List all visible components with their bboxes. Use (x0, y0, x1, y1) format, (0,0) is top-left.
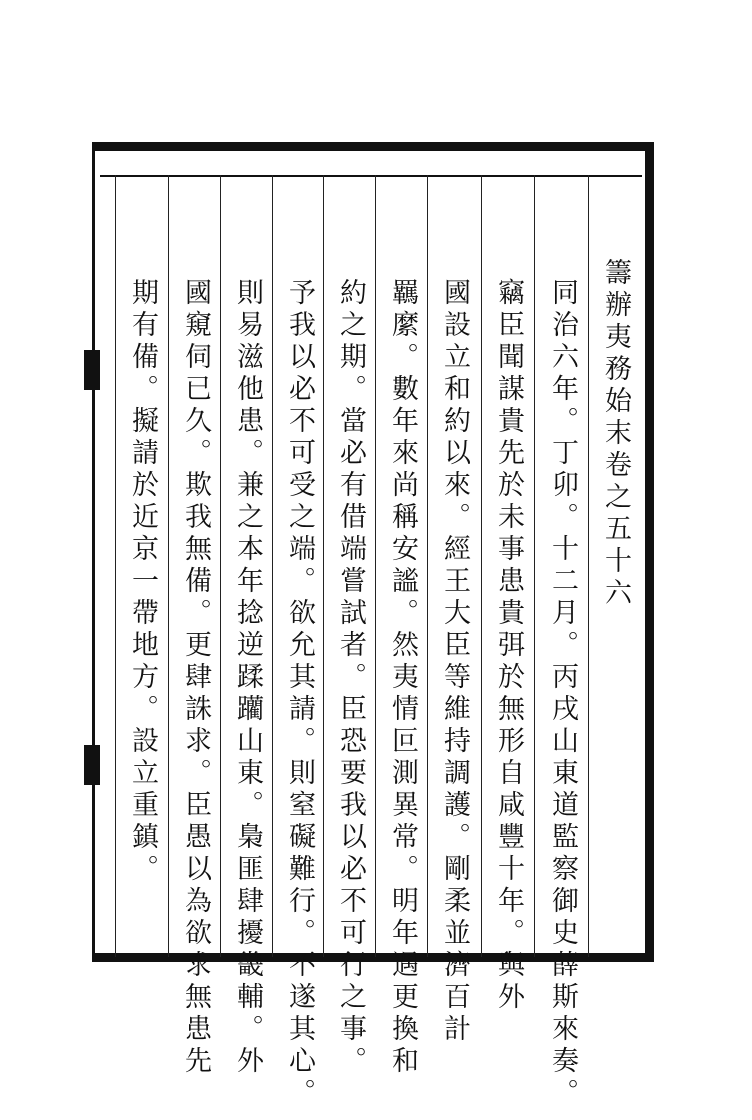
column-divider (481, 175, 482, 957)
text-column-6: 予我以必不可受之端。欲允其請。則窒礙難行。不遂其心。 (284, 278, 315, 1110)
column-divider (220, 175, 221, 957)
text-column-5: 約之期。當必有借端嘗試者。臣恐要我以必不可行之事。 (335, 278, 366, 1078)
header-rule (100, 175, 642, 177)
text-column-2: 竊臣聞謀貴先於未事患貴弭於無形自咸豐十年。與外 (493, 278, 524, 1014)
spine-mark (84, 350, 100, 390)
column-divider (534, 175, 535, 957)
text-column-8: 國窺伺已久。欺我無備。更肆誅求。臣愚以為欲求無患先 (180, 278, 211, 1078)
text-column-3: 國設立和約以來。經王大臣等維持調護。剛柔並濟百計 (439, 278, 470, 1046)
column-divider (588, 175, 589, 957)
column-divider (427, 175, 428, 957)
column-divider (375, 175, 376, 957)
text-column-1: 同治六年。丁卯。十二月。丙戌山東道監察御史薛斯來奏。 (547, 278, 578, 1110)
column-divider (168, 175, 169, 957)
text-column-9: 期有備。擬請於近京一帶地方。設立重鎮。 (127, 278, 158, 886)
spine-mark (84, 745, 100, 785)
column-divider (115, 175, 116, 957)
text-column-7: 則易滋他患。兼之本年捻逆蹂躪山東。梟匪肆擾畿輔。外 (232, 278, 263, 1078)
title-column: 籌辦夷務始末卷之五十六 (600, 258, 631, 610)
column-divider (323, 175, 324, 957)
text-column-4: 羈縻。數年來尚稱安謐。然夷情叵測異常。明年遇更換和 (387, 278, 418, 1078)
column-divider (272, 175, 273, 957)
